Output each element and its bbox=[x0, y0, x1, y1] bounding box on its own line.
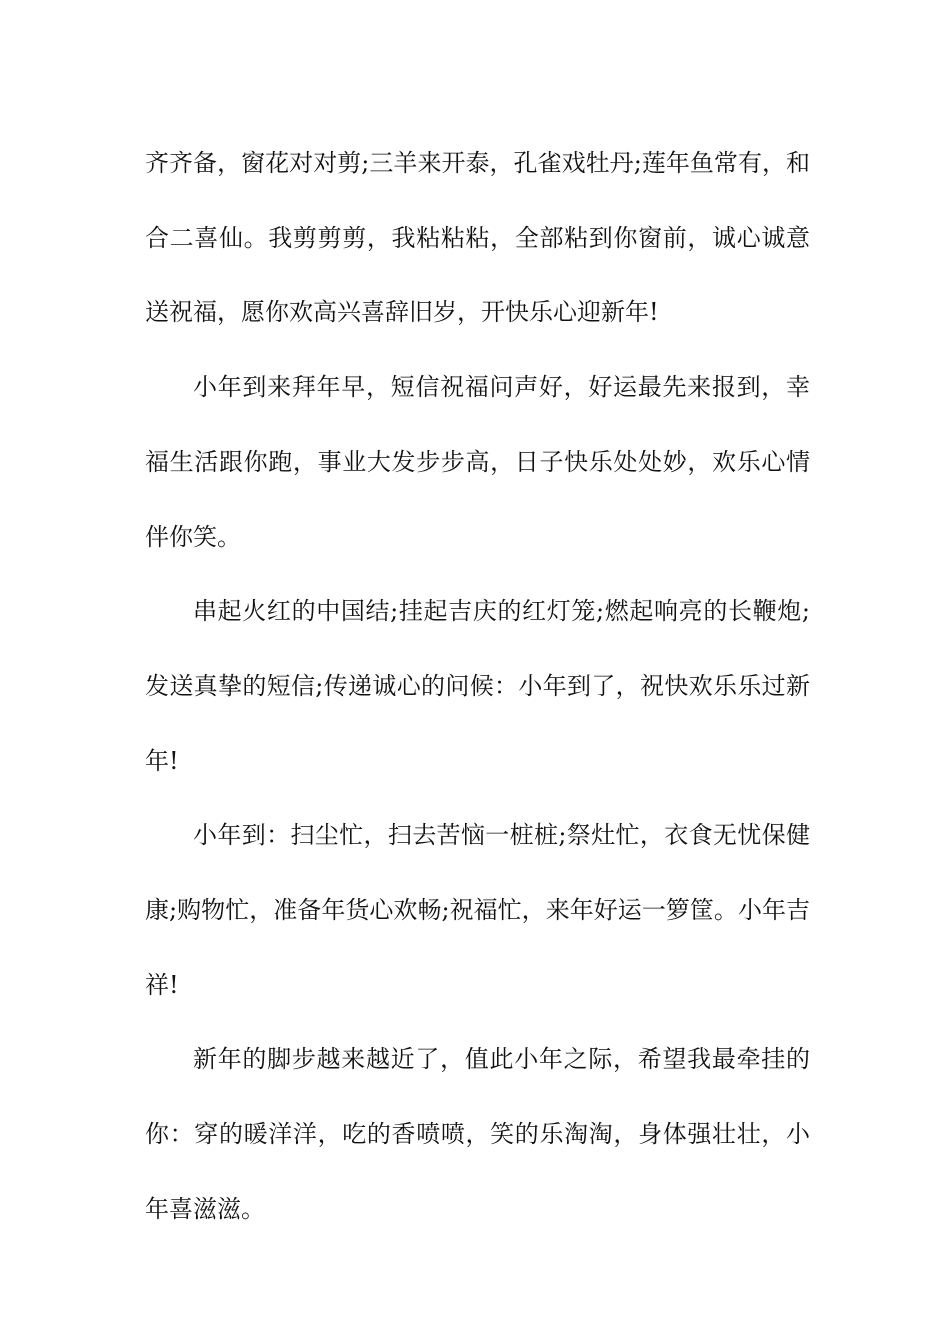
paragraph-5: 新年的脚步越来越近了，值此小年之际，希望我最牵挂的你：穿的暖洋洋，吃的香喷喷，笑的乐淘淘，身体强壮壮，小年喜滋滋。 bbox=[145, 1045, 810, 1223]
paragraph-1: 齐齐备，窗花对对剪;三羊来开泰，孔雀戏牡丹;莲年鱼常有，和合二喜仙。我剪剪剪，我粘粘粘，全部粘到你窗前，诚心诚意送祝福，愿你欢高兴喜辞旧岁，开快乐心迎新年! bbox=[145, 149, 810, 327]
paragraph-4: 小年到：扫尘忙，扫去苦恼一桩桩;祭灶忙，衣食无忧保健康;购物忙，准备年货心欢畅;祝福忙，来年好运一箩筐。小年吉祥! bbox=[145, 821, 810, 999]
paragraph-2: 小年到来拜年早，短信祝福问声好，好运最先来报到，幸福生活跟你跑，事业大发步步高，日子快乐处处妙，欢乐心情伴你笑。 bbox=[145, 373, 810, 551]
document-body bbox=[145, 126, 810, 1247]
paragraph-3: 串起火红的中国结;挂起吉庆的红灯笼;燃起响亮的长鞭炮;发送真挚的短信;传递诚心的问候：小年到了，祝快欢乐乐过新年! bbox=[145, 597, 810, 775]
